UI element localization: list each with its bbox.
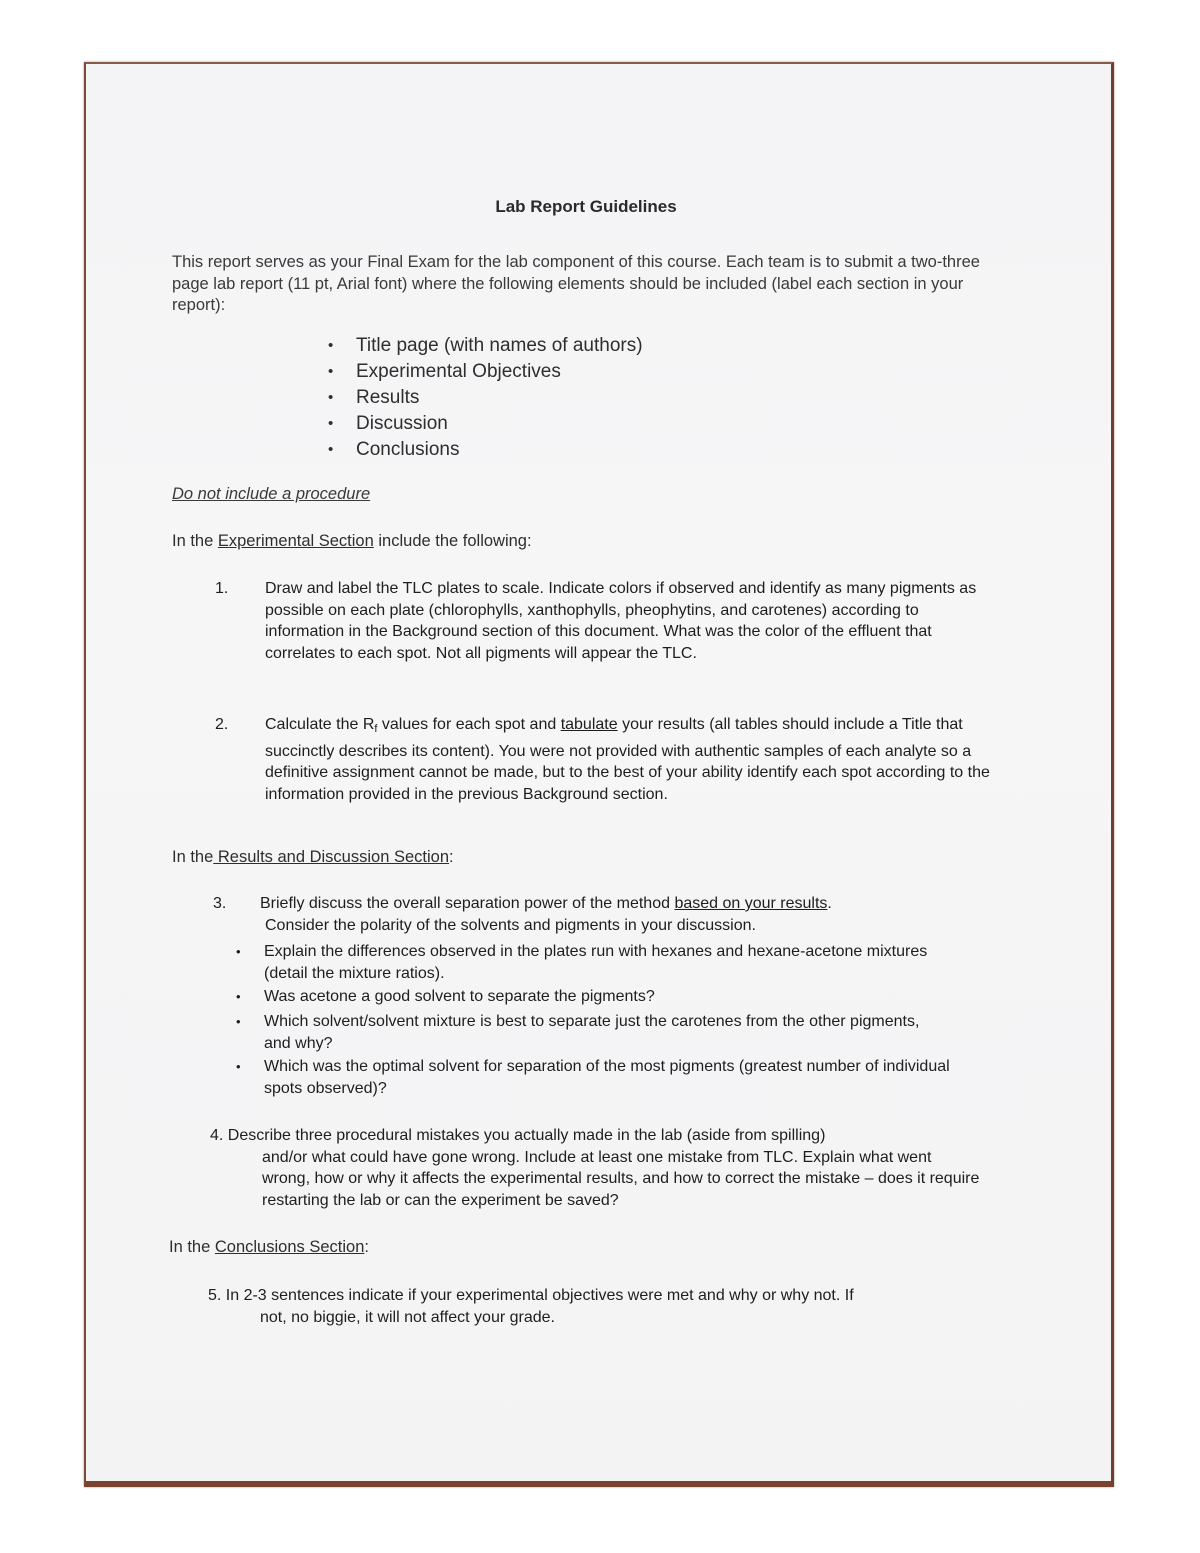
bullet-icon: •	[328, 441, 334, 458]
item-text: Draw and label the TLC plates to scale. Indicate colors if observed and identify as many pigments as possible on each plate (chlorophylls, xanthophylls, pheophytins, and carotenes) according to information in the Background section of this document. What was the color of the effluent that correlates to each spot. Not all pigments will appear the TLC.	[265, 580, 977, 662]
item-text-part: values for each spot and	[377, 716, 561, 733]
heading-suffix: :	[364, 1238, 369, 1256]
results-discussion-heading	[172, 848, 454, 867]
bullet-icon: •	[328, 415, 334, 432]
item-text	[260, 893, 990, 915]
list-item	[328, 333, 643, 359]
no-procedure-note: Do not include a procedure	[172, 485, 371, 503]
heading-suffix: :	[449, 848, 454, 866]
list-item-text: Conclusions	[356, 439, 460, 460]
instruction-item-5	[208, 1285, 1008, 1328]
conclusions-section-heading	[169, 1238, 369, 1257]
item-text	[265, 714, 990, 805]
bullet-icon: •	[236, 1014, 241, 1029]
item-text-first-line: 4. Describe three procedural mistakes you actually made in the lab (aside from spilling)	[210, 1127, 826, 1144]
bullet-text: Explain the differences observed in the plates run with hexanes and hexane-acetone mixtures (detail the mixture ratios).	[264, 943, 928, 982]
intro-paragraph: This report serves as your Final Exam for the lab component of this course. Each team is to submit a two-three page lab report (11 pt, Arial font) where the following elements should be included (label each section in your report):	[172, 253, 980, 314]
item-number: 2.	[215, 716, 229, 733]
bullet-icon: •	[236, 989, 241, 1004]
heading-section-name: Experimental Section	[217, 532, 374, 550]
heading-prefix: In the	[172, 848, 214, 866]
item-text-rest: and/or what could have gone wrong. Include at least one mistake from TLC. Explain what went wrong, how or why it affects the experimental results, and how to correct the mistake – does it require restarting the lab or can the experiment be saved?	[262, 1148, 980, 1209]
item-number: 1.	[215, 580, 229, 597]
bullet-text: Which was the optimal solvent for separation of the most pigments (greatest number of individual spots observed)?	[264, 1058, 950, 1097]
heading-prefix: In the	[169, 1238, 215, 1256]
bullet-icon: •	[328, 337, 334, 354]
item-text-underlined: tabulate	[560, 716, 618, 733]
list-item	[328, 385, 643, 411]
experimental-section-heading	[172, 532, 532, 551]
bullet-icon: •	[328, 363, 334, 380]
list-item	[328, 437, 643, 463]
list-item	[328, 359, 643, 385]
heading-prefix: In the	[172, 532, 218, 550]
page-title: Lab Report Guidelines	[495, 197, 677, 216]
item-text-rest: not, no biggie, it will not affect your grade.	[260, 1308, 555, 1326]
subscript-f: f	[374, 723, 378, 735]
list-item	[328, 411, 643, 437]
item-text-part: .	[827, 895, 832, 912]
list-item-text: Experimental Objectives	[356, 361, 561, 382]
item-text-part: your results (all tables should include a Title that succinctly describes its content). You were not provided with authentic samples of each analyte so a definitive assignment cannot be made, but to the best of your ability identify each spot according to the information provided in the previous Background section.	[265, 716, 990, 803]
bullet-text: Was acetone a good solvent to separate the pigments?	[264, 988, 655, 1005]
bullet-icon: •	[236, 1059, 241, 1074]
item-text-first-line: 5. In 2-3 sentences indicate if your experimental objectives were met and why or why not. If	[208, 1287, 854, 1304]
item-text-part: Briefly discuss the overall separation power of the method	[260, 895, 675, 912]
list-item-text: Discussion	[356, 413, 448, 434]
heading-section-name: Conclusions Section	[214, 1238, 365, 1256]
list-item-text: Results	[356, 387, 420, 408]
report-elements-list	[328, 333, 643, 463]
list-item-text: Title page (with names of authors)	[356, 335, 643, 356]
instruction-item-4	[210, 1125, 1000, 1211]
bullet-icon: •	[328, 389, 334, 406]
item-text-underlined: based on your results	[674, 895, 828, 912]
item-text-line2: Consider the polarity of the solvents and pigments in your discussion.	[265, 917, 756, 934]
heading-suffix: include the following:	[373, 532, 532, 550]
heading-section-name: Results and Discussion Section	[213, 848, 449, 866]
item-text-part: Calculate the R	[265, 716, 375, 733]
item-number: 3.	[213, 895, 227, 912]
bullet-icon: •	[236, 944, 241, 959]
bullet-text: Which solvent/solvent mixture is best to separate just the carotenes from the other pigments, and why?	[264, 1013, 920, 1052]
